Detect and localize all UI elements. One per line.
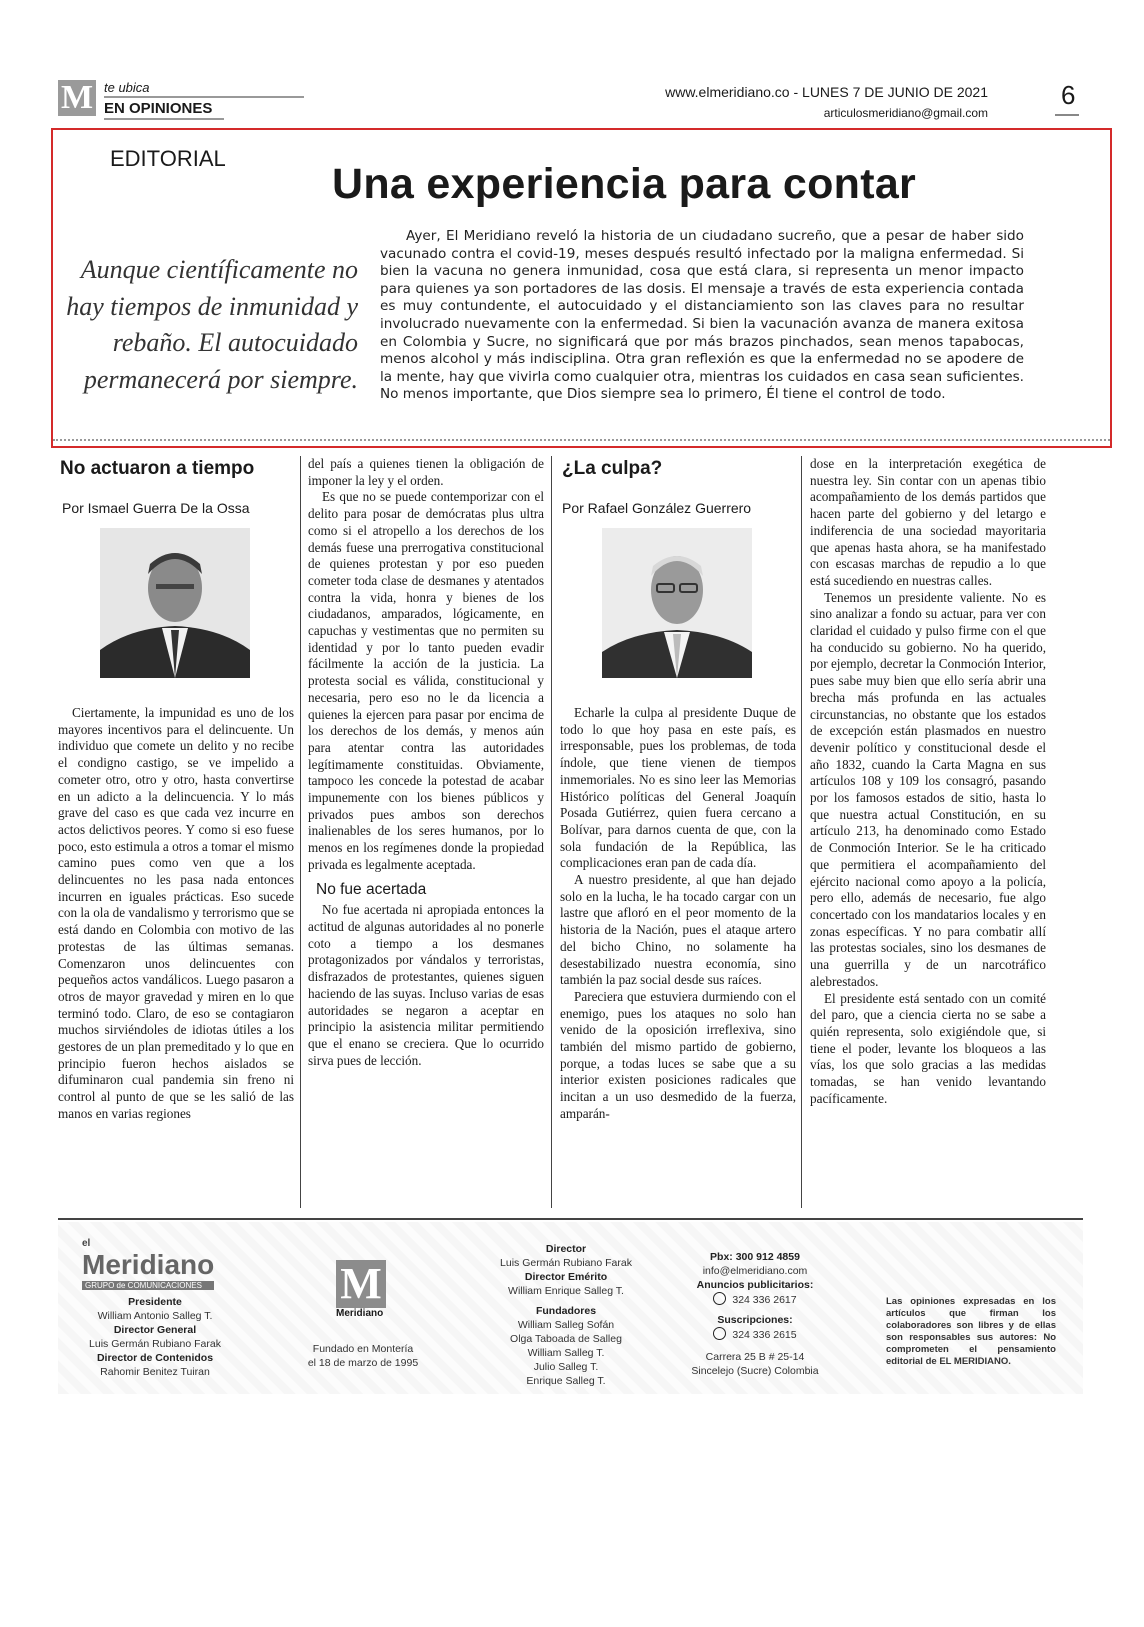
editorial-body: Ayer, El Meridiano reveló la historia de un ciudadano sucreño, que a pesar de haber sido vacunado contra el covid-19, meses después resultó infectado por la maligna enfermedad. Si bien la vacuna no genera inmunidad, cosa que está clara, si representa un menor impacto para quienes ya son portadores de las dosis. El mensaje a través de esta experiencia contada es muy contundente, el autocuidado y el distanciamiento son las claves para no resultar involucrado nuevamente con la enfermedad. Si bien la vacunación avanza de manera exitosa en Colombia y Sucre, no significará que por más brazos pinchados, sean menos tapabocas, menos alcohol y más indisciplina. Otra gran reflexión es que la enfermedad no se apodere de la mente, hay que vivirla como cualquier otra, mientras los cuidados en casa sean suficientes. No menos importante, que Dios siempre sea lo primero, Él tiene el control de todo.	[380, 228, 1024, 403]
section-underline	[104, 118, 224, 120]
founded-date: el 18 de marzo de 1995	[307, 1357, 419, 1369]
article1-title: No actuaron a tiempo	[60, 458, 255, 479]
page-number-underline	[1055, 114, 1079, 116]
article2-title: ¿La culpa?	[562, 458, 663, 479]
article1-byline: Por Ismael Guerra De la Ossa	[62, 500, 250, 516]
column-divider	[300, 456, 301, 1208]
fundador-name: William Salleg T.	[527, 1347, 605, 1359]
footer-divider	[58, 1218, 1083, 1220]
logo2-name: Meridiano	[336, 1308, 384, 1319]
dir-general-name: Luis Germán Rubiano Farak	[89, 1338, 221, 1350]
editorial-title: Una experiencia para contar	[332, 160, 917, 208]
anuncios-phone[interactable]: 324 336 2617	[732, 1294, 797, 1306]
portrait-silhouette-icon	[602, 528, 752, 678]
contact-email-link[interactable]: articulosmeridiano@gmail.com	[823, 106, 988, 120]
article1-column-2	[308, 456, 544, 1069]
presidente-name: William Antonio Salleg T.	[97, 1310, 213, 1322]
suscripciones-phone[interactable]: 324 336 2615	[732, 1329, 797, 1341]
dir-contenidos-name: Rahomir Benitez Tuiran	[100, 1366, 210, 1378]
whatsapp-icon	[713, 1292, 726, 1305]
article2-paragraph: A nuestro presidente, al que han dejado solo en la lucha, le ha tocado cargar con un lastre que afloró en el peor momento de la historia de la Nación, pues el ataque artero del bicho Chino, no solamente ha desestabilizado nuestra economía, sino también la paz social desde sus raíces.	[560, 872, 796, 988]
footer-staff-left	[70, 1295, 240, 1379]
article2-paragraph: Echarle la culpa al presidente Duque de todo lo que hoy pasa en este país, es irresponsable, pues los problemas, de toda índole, que tiene vienen de tiempos inmemoriales. No es sino leer las Memorias Histórico políticas del General Joaquín Posada Gutiérrez, quien fuera cercano a Bolívar, para darnos cuenta de que, con la sola fundación de la República, las complicaciones eran pan de cada día.	[560, 705, 796, 871]
footer-contact	[680, 1250, 830, 1378]
brand-subtitle: GRUPO de COMUNICACIONES	[82, 1281, 214, 1290]
presidente-label: Presidente	[128, 1296, 182, 1308]
dir-contenidos-label: Director de Contenidos	[96, 1352, 214, 1364]
fundador-name: Olga Taboada de Salleg	[510, 1333, 622, 1345]
director-name: Luis Germán Rubiano Farak	[500, 1257, 632, 1269]
meridiano-m-logo: M	[336, 1260, 386, 1308]
masthead-logo: M	[58, 80, 96, 116]
dir-general-label: Director General	[113, 1324, 197, 1336]
article2-paragraph: Tenemos un presidente valiente. No es sino analizar a fondo su actuar, para ver con claridad el cuidado y pulso firme con el que ha conducido su gobierno. No ha querido, por ejemplo, decretar la Conmoción Interior, pues sabe muy bien que ello sería abrir una brecha más profunda en las actuales circunstancias, no obstante que los estados de excepción están plasmados en nuestro devenir político y constitucional desde el año 1832, cuando la Carta Magna en sus artículos 108 y 109 los consagró, pasando por los famosos estados de sitio, hasta lo que nuestra actual Constitución, en su artículo 213, ha denominado como Estado de Conmoción Interior. Se le ha criticado que permitiera el acompañamiento del ejército nacional como apoyo a la policía, pero ello, además de necesario, fue algo concertado con los mandatarios locales y en zonas específicas. Y no para combatir allí las protestas sociales, sino los desmanes de una guerrilla y de un narcotráfico alebrestados.	[810, 589, 1046, 989]
footer-staff-center	[486, 1242, 646, 1388]
article1-paragraph: Ciertamente, la impunidad es uno de los mayores incentivos para el delincuente. Un individuo que comete un delito y no recibe el condigno castigo, se ve impelido a cometer otro, otro y otro, hasta convertirse en un adicto a la delincuencia. Y lo más grave del caso es que cada vez incurre en actos delictivos peores. Y como si eso fuese poco, esto estimula a otros a tomar el mismo camino pues como ven que a los delincuentes no les pasa nada entonces incurren en iguales prácticas. Eso sucede con la ola de vandalismo y terrorismo que se está dando en Colombia con motivo de las protestas de las últimas semanas. Comenzaron unos delincuentes con pequeños actos vandálicos. Luego pasaron a otros de mayor gravedad y miren en lo que terminó todo. Claro, de eso se contagiaron muchos sirviéndoles de idiotas útiles a los gestores de un plan premeditado y lo que en principio fueron hechos aislados se difuminaron cual pandemia sin freno ni control al punto de que se les salió de las manos en varias regiones	[58, 705, 294, 1121]
header-divider	[104, 96, 304, 98]
section-name: EN OPINIONES	[104, 100, 213, 117]
founded-place: Fundado en Montería	[312, 1343, 414, 1355]
info-email-link[interactable]: info@elmeridiano.com	[702, 1265, 808, 1277]
fundador-name: Julio Salleg T.	[533, 1361, 599, 1373]
column-divider	[801, 456, 802, 1208]
fundador-name: William Salleg Sofán	[517, 1319, 615, 1331]
dateline[interactable]: www.elmeridiano.co - LUNES 7 DE JUNIO DE 2021	[665, 84, 988, 100]
portrait-silhouette-icon	[100, 528, 250, 678]
editorial-label: EDITORIAL	[110, 146, 226, 171]
fundadores-label: Fundadores	[535, 1305, 597, 1317]
address-line-2: Sincelejo (Sucre) Colombia	[691, 1365, 819, 1377]
footer-secondary-logo	[336, 1260, 386, 1319]
footer-brand-logo	[82, 1238, 214, 1290]
article1-column-1	[58, 705, 294, 1123]
footer-founded	[300, 1342, 426, 1370]
anuncios-label: Anuncios publicitarios:	[696, 1279, 814, 1291]
brand-name: Meridiano	[82, 1249, 215, 1280]
tagline: te ubica	[104, 80, 150, 95]
fundador-name: Enrique Salleg T.	[526, 1375, 606, 1387]
article1-paragraph: del país a quienes tienen la obligación de imponer la ley y el orden.	[308, 456, 544, 488]
article1-subhead: No fue acertada	[316, 880, 427, 898]
article2-byline: Por Rafael González Guerrero	[562, 500, 752, 516]
dir-emerito-name: William Enrique Salleg T.	[508, 1285, 624, 1297]
dir-emerito-label: Director Emérito	[524, 1271, 608, 1283]
director-label: Director	[545, 1243, 587, 1255]
pbx-number[interactable]: Pbx: 300 912 4859	[710, 1251, 800, 1263]
article1-paragraph: Es que no se puede contemporizar con el delito para posar de demócratas plus ultra como si el atropello a los derechos de los demás fuese una prerrogativa constitucional de quienes protestan y por eso pueden cometer toda clase de desmanes y atentados contra la vida, honra y bienes de los ciudadanos, amparados, lógicamente, en capuchas y vestimentas que no permiten su identidad y por lo tanto pueden evadir fácilmente la acción de la justicia. La protesta social es válida, constitucional y necesaria, pero eso no le da licencia a quienes la ejercen para pasar por encima de los derechos de los demás, y menos aún para atentar contra las autoridades legítimamente constituidas. Obviamente, tampoco les concede la potestad de acabar impunemente con los bienes públicos y privados pues ambos son derechos inalienables de los seres humanos, por lo menos en los regímenes donde la propiedad privada es legalmente aceptada.	[308, 489, 544, 872]
whatsapp-icon	[713, 1327, 726, 1340]
author-photo-rafael	[602, 528, 752, 678]
article2-column-1	[560, 705, 796, 1123]
brand-article: el	[82, 1238, 91, 1249]
column-divider	[551, 456, 552, 1208]
suscripciones-label: Suscripciones:	[717, 1314, 793, 1326]
article2-column-2	[810, 456, 1046, 1107]
footer-disclaimer: Las opiniones expresadas en los artículos que firman los colaboradores son libres y de ellas son responsables sus autores: No comprometen el pensamiento editorial de EL MERIDIANO.	[886, 1296, 1056, 1367]
article2-paragraph: dose en la interpretación exegética de nuestra ley. Sin contar con un apenas tibio acompañamiento de los demás partidos que hacen parte del gobierno y del letargo e indiferencia de una sociedad mayoritaria que apenas hasta ahora, se ha manifestado con escasas marchas de repudio a lo que está sucediendo en nuestras calles.	[810, 456, 1046, 588]
article2-paragraph: Pareciera que estuviera durmiendo con el enemigo, pues los ataques no solo han venido de la oposición irreflexiva, sino también del mismo partido de gobierno, porque, a todas luces se sabe que a su interior existen posiciones radicales que incitan a un uso desmedido de la fuerza, amparán-	[560, 988, 796, 1121]
editorial-pull-quote: Aunque científicamente no hay tiempos de inmunidad y rebaño. El autocuidado permanecerá por siempre.	[66, 255, 358, 394]
editorial-dotted-divider	[53, 438, 1110, 441]
article1-paragraph: No fue acertada ni apropiada entonces la actitud de algunas autoridades al no ponerle coto a tiempo a los desmanes protagonizados por vándalos y terroristas, disfrazados de protestantes, quienes siguen haciendo de las suyas. Incluso varias de esas autoridades se negaron a aceptar en principio la asistencia militar permitiendo que el enano se creciera. Que lo ocurrido sirva pues de lección.	[308, 902, 544, 1068]
author-photo-ismael	[100, 528, 250, 678]
page-number: 6	[1061, 80, 1076, 110]
article2-paragraph: El presidente está sentado con un comité del paro, que a ciencia cierta no se sabe a quién representa, solo exigiéndole que, si tiene el poder, levante los bloqueos a las vías, los que solo gracias a las medidas tomadas, se han venido levantando pacíficamente.	[810, 990, 1046, 1106]
address-line-1: Carrera 25 B # 25-14	[705, 1351, 805, 1363]
